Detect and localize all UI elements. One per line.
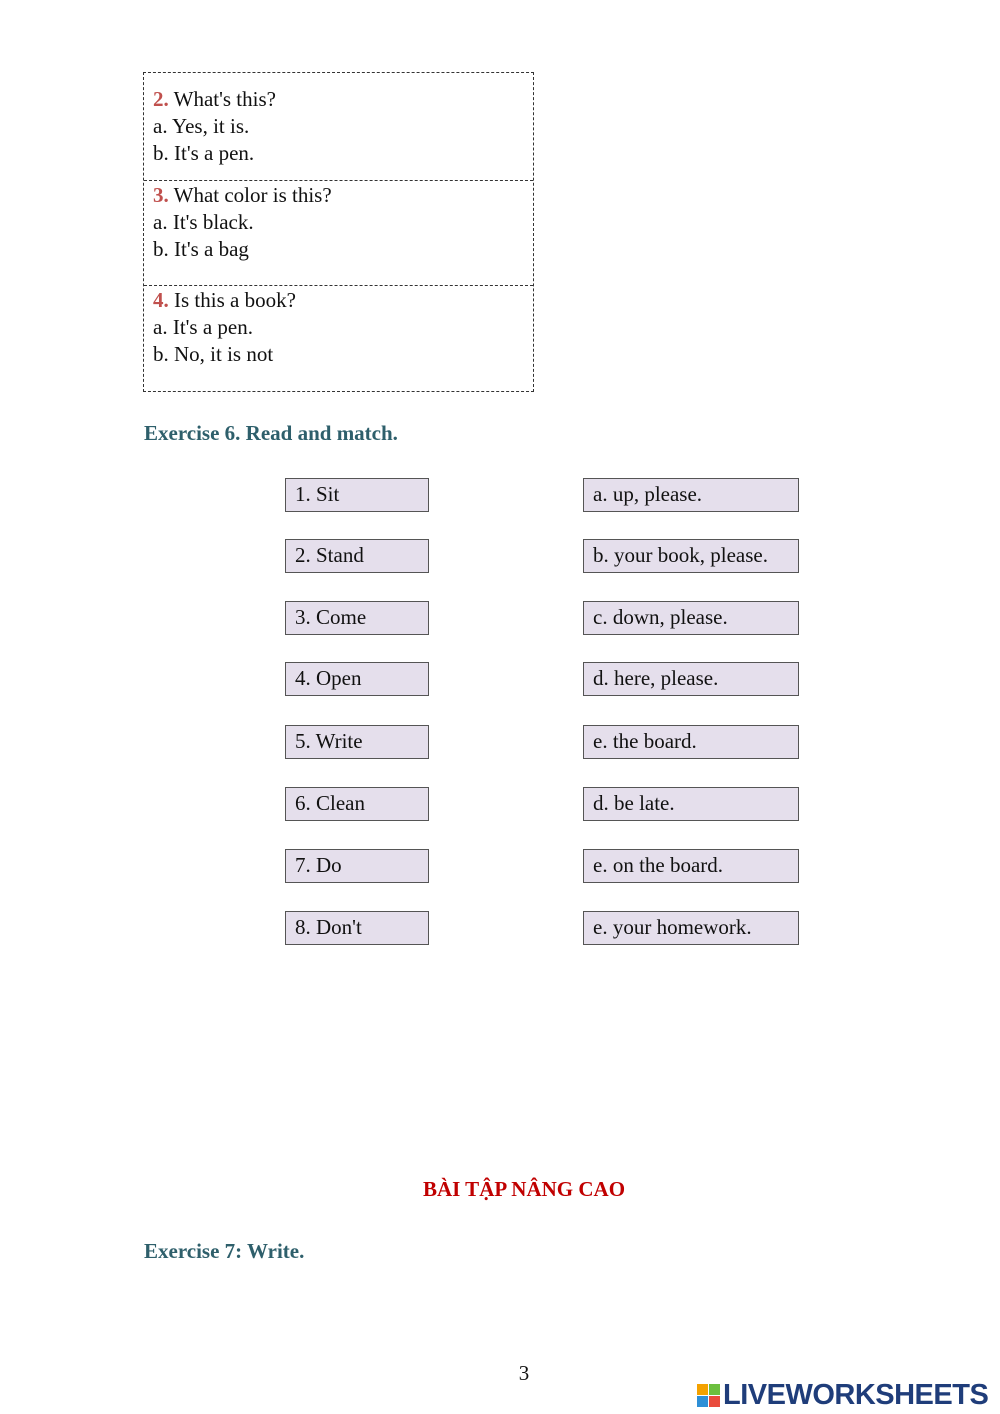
section-title: BÀI TẬP NÂNG CAO — [422, 1177, 626, 1201]
question-cell-4 — [144, 286, 533, 391]
question-cell-3 — [144, 181, 533, 286]
option-a: a. It's black. — [153, 210, 254, 234]
match-right-item-1[interactable]: a. up, please. — [583, 478, 799, 512]
match-left-item-3[interactable]: 3. Come — [285, 601, 429, 635]
brand-logo-icon — [697, 1384, 720, 1407]
question-line — [153, 182, 533, 209]
question-text: Is this a book? — [174, 288, 296, 312]
match-left-item-8[interactable]: 8. Don't — [285, 911, 429, 945]
match-right-item-3[interactable]: c. down, please. — [583, 601, 799, 635]
match-right-item-5[interactable]: e. the board. — [583, 725, 799, 759]
match-right-item-6[interactable]: d. be late. — [583, 787, 799, 821]
option-b: b. It's a bag — [153, 237, 249, 261]
question-table — [143, 72, 534, 392]
match-left-item-4[interactable]: 4. Open — [285, 662, 429, 696]
match-left-item-7[interactable]: 7. Do — [285, 849, 429, 883]
option-a: a. It's a pen. — [153, 315, 253, 339]
question-line — [153, 287, 533, 314]
page-number: 3 — [518, 1361, 530, 1385]
exercise-7-heading: Exercise 7: Write. — [144, 1239, 305, 1263]
exercise-6-heading: Exercise 6. Read and match. — [144, 421, 398, 445]
brand-text: LIVEWORKSHEETS — [723, 1378, 989, 1411]
question-number: 2. — [153, 87, 169, 111]
match-right-item-8[interactable]: e. your homework. — [583, 911, 799, 945]
question-text: What's this? — [173, 87, 276, 111]
option-a: a. Yes, it is. — [153, 114, 250, 138]
match-left-item-5[interactable]: 5. Write — [285, 725, 429, 759]
match-left-item-6[interactable]: 6. Clean — [285, 787, 429, 821]
question-cell-2 — [144, 73, 533, 181]
question-number: 4. — [153, 288, 169, 312]
match-right-item-2[interactable]: b. your book, please. — [583, 539, 799, 573]
option-b: b. It's a pen. — [153, 141, 255, 165]
question-number: 3. — [153, 183, 169, 207]
match-right-item-7[interactable]: e. on the board. — [583, 849, 799, 883]
option-b: b. No, it is not — [153, 342, 274, 366]
question-line — [153, 86, 533, 113]
liveworksheets-logo — [697, 1378, 988, 1412]
question-text: What color is this? — [173, 183, 332, 207]
match-right-item-4[interactable]: d. here, please. — [583, 662, 799, 696]
match-left-item-1[interactable]: 1. Sit — [285, 478, 429, 512]
match-left-item-2[interactable]: 2. Stand — [285, 539, 429, 573]
